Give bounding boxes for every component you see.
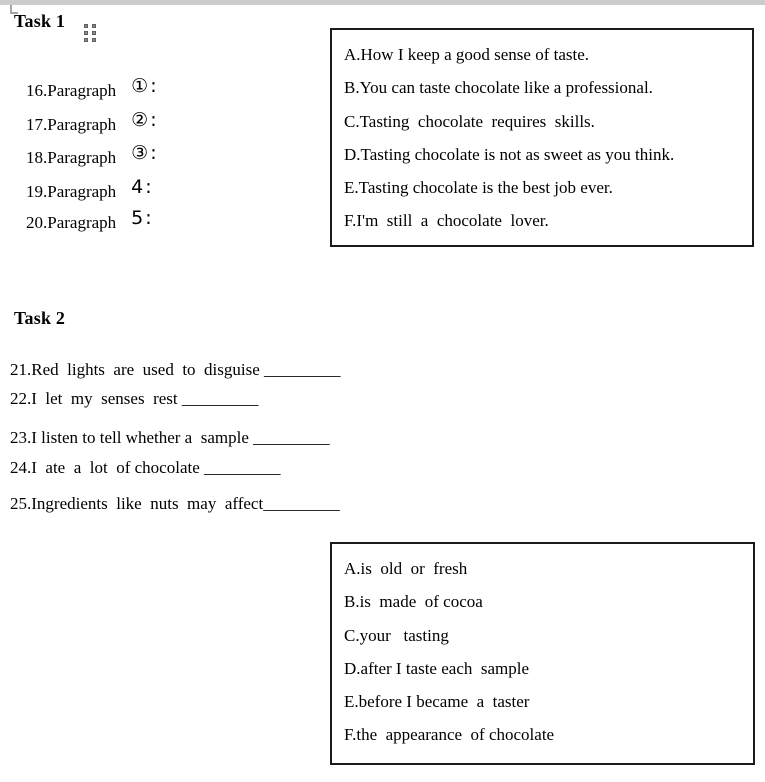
task1-title: Task 1: [14, 11, 66, 31]
task2-item: 24.I ate a lot of chocolate _________: [10, 458, 281, 477]
task2-option-a: A.is old or fresh: [344, 559, 468, 578]
task2-item: 23.I listen to tell whether a sample _________: [10, 428, 330, 447]
task1-item-number: 5:: [131, 207, 154, 229]
task2-option-c: C.your tasting: [344, 625, 449, 645]
task1-option-b: B.You can taste chocolate like a professional.: [344, 78, 653, 98]
move-handle-icon[interactable]: [84, 24, 96, 42]
task1-item-label: 18.Paragraph: [26, 148, 117, 167]
task2-option-f: F.the appearance of chocolate: [344, 725, 555, 745]
task1-option-d: D.Tasting chocolate is not as sweet as you think.: [344, 144, 675, 164]
task1-item-label: 17.Paragraph: [26, 115, 117, 134]
task1-option-e: E.Tasting chocolate is the best job ever.: [344, 178, 613, 198]
task1-option-a: A.How I keep a good sense of taste.: [344, 45, 590, 64]
task2-option-e: E.before I became a taster: [344, 692, 530, 712]
task1-item-label: 16.Paragraph: [26, 81, 117, 100]
task1-option-c: C.Tasting chocolate requires skills.: [344, 111, 595, 131]
task1-options-box: [330, 28, 754, 247]
task1-item-number: ②:: [131, 109, 159, 131]
task1-item-label: 19.Paragraph: [26, 182, 117, 201]
task2-item: 25.Ingredients like nuts may affect_________: [10, 494, 340, 513]
task2-options-box: [330, 542, 755, 765]
task2-item: 21.Red lights are used to disguise _________: [10, 360, 341, 379]
task1-option-f: F.I'm still a chocolate lover.: [344, 211, 549, 231]
task1-item-number: ③:: [131, 142, 159, 164]
window-bottom-edge: [0, 0, 765, 5]
task1-item-label: 20.Paragraph: [26, 213, 117, 232]
task1-item-number: 4:: [131, 176, 154, 198]
task1-item-number: ①:: [131, 75, 159, 97]
task2-title: Task 2: [14, 308, 66, 328]
task2-item: 22.I let my senses rest _________: [10, 389, 259, 408]
task2-option-b: B.is made of cocoa: [344, 592, 483, 612]
task1-item-row: [10, 193, 154, 251]
task2-option-d: D.after I taste each sample: [344, 658, 530, 678]
